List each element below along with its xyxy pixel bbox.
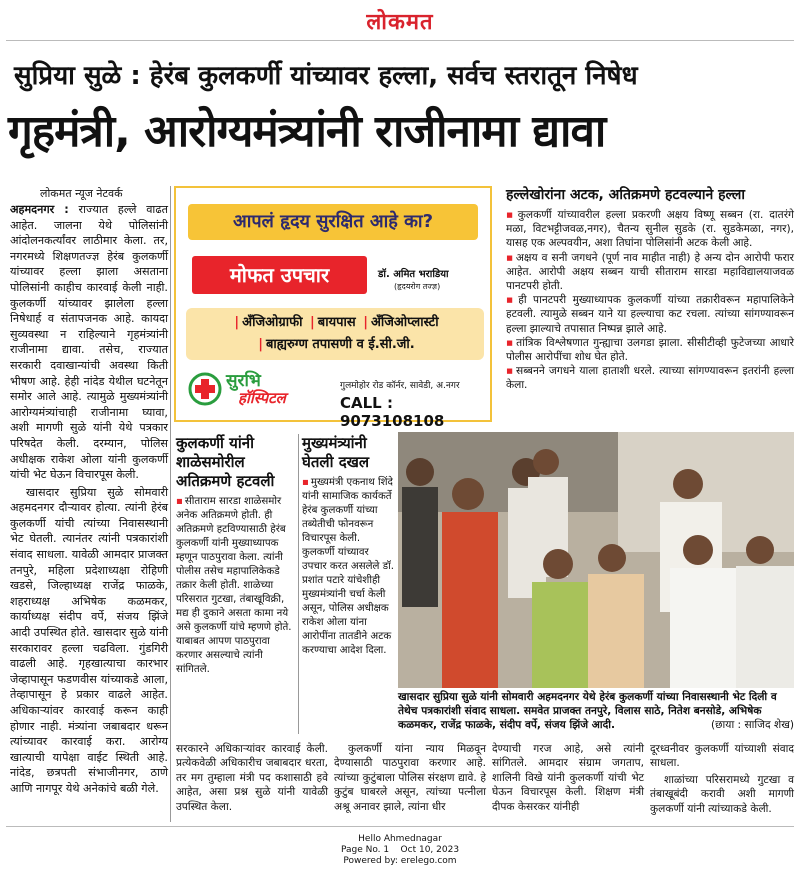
photo-illustration: [398, 432, 794, 688]
bar-icon: |: [310, 315, 315, 330]
encroachment-text: ▪ सीताराम सारडा शाळेसमोर अनेक अतिक्रमणे होती. ही अतिक्रमणे हटविण्यासाठी हेरंब कुलकर्णी यांनी मुख्याध्यापक म्हणून पाठपुरावा केला. त्यांनी पोलीस तसेच महापालिकेकडे तक्रार केली होती. शाळेच्या परिसरात गुटखा, तंबाखूविक्री, मद्य ही दुकाने असता कामा नये असे कुलकर्णी यांचे म्हणणे होते. याबाबत आपण पाठपुरावा करणार असल्याचे त्यांनी सांगितले.: [176, 496, 292, 675]
main-headline: गृहमंत्री, आरोग्यमंत्र्यांनी राजीनामा द्यावा: [8, 106, 606, 157]
bar-icon: |: [258, 337, 263, 352]
ad-hospital-word: हॉस्पिटल: [238, 389, 286, 407]
news-photo: [398, 432, 794, 688]
ad-doctor-role: (हृदयरोग तज्ज्ञ): [394, 282, 441, 291]
bullet-icon: ▪: [506, 251, 514, 264]
byline: लोकमत न्यूज नेटवर्क: [40, 187, 123, 200]
page-footer: [0, 834, 800, 867]
list-item: ▪ ही पानटपरी मुख्याध्यापक कुलकर्णी यांच्या तक्रारीवरून महापालिकेने हटवली. त्यामुळे सब्बन याने या हल्ल्याचा कट रचला. त्यांच्या सांगण्यावरून हल्ला झाल्याचे तपासात निष्पन्न झाले आहे.: [506, 294, 794, 335]
bullet-icon: ▪: [176, 496, 183, 507]
bullet-icon: ▪: [506, 336, 515, 349]
list-item: ▪ सब्बनने जगधने याला हाताशी धरले. त्याच्या सांगण्यावरून इतरांनी हल्ला केला.: [506, 365, 794, 392]
ad-service: अँजिओप्लास्टी: [370, 315, 439, 330]
main-story-para1: राज्यात हल्ले वाढत आहेत. जालना येथे पोलिसांनी आंदोलनकर्त्यांवर लाठीमार केला. तर, नगरमध्ये शिक्षणतज्ज्ञ हेरंब कुलकर्णी यांच्यावर हल्ला झाला असताना पोलिसांनी काहीच कारवाई केली नाही. कुलकर्णी यांच्यावर झालेला हल्ला निषेधार्ह व संतापजनक आहे. कायदा सुव्यवस्था न राहिल्याने गृहमंत्र्यांनी राजीनामा द्यावा. तसेच, राज्यात सरकारी दवाखान्यांची अवस्था किती भीषण आहे. हेही नांदेड येथील घटनेतून समोर आले आहे. त्यामुळे मुख्यमंत्र्यांनी आरोग्यमंत्र्यांचाही राजीनामा घ्यावा, अशी मागणी सुळे यांनी येथे पत्रकार परिषदेत केली. दरम्यान, पोलिस अधीक्षक राकेश ओला यांनी कुलकर्णी यांची भेट घेऊन विचारपूस केली.: [10, 203, 168, 482]
masthead-logo: लोकमत: [366, 9, 434, 35]
cm-notice-text: ▪ मुख्यमंत्री एकनाथ शिंदे यांनी सामाजिक कार्यकर्ते हेरंब कुलकर्णी यांच्या तब्येतीची फोनवरून विचारपूस केली. कुलकर्णी यांच्यावर उपचार करत असलेले डॉ. प्रशांत पटारे यांचेशीही मुख्यमंत्र्यांनी चर्चा केली असून, पोलिस अधीक्षक राकेश ओला यांना आरोपींना तातडीने अटक करण्याचा आदेश दिला.: [302, 477, 394, 656]
ad-hospital-name: सुरभि: [226, 371, 261, 391]
bullet-icon: ▪: [302, 477, 309, 488]
masthead: [0, 0, 800, 38]
cm-notice-box: [302, 434, 394, 658]
caption-text: खासदार सुप्रिया सुळे यांनी सोमवारी अहमदनगर येथे हेरंब कुलकर्णी यांच्या निवासस्थानी भेट दिली व तेथेच पत्रकारांशी संवाद साधला. समवेत प्राजक्त तनपुरे, विलास साठे, नितेश बनसोडे, अभिषेक कळमकर, राजेंद्र फाळके, संदीप वर्पे, संजय झिंजे आदी.: [398, 691, 777, 731]
cm-notice-heading: मुख्यमंत्र्यांनी घेतली दखल: [302, 434, 370, 471]
encroachment-box: [176, 434, 296, 677]
sub-headline: सुप्रिया सुळे : हेरंब कुलकर्णी यांच्यावर हल्ला, सर्वच स्तरातून निषेध: [14, 61, 638, 91]
main-story-column: [10, 202, 168, 797]
ad-free-treatment: मोफत उपचार: [192, 256, 367, 294]
ad-doctor-name: डॉ. अमित भराडिया: [378, 269, 449, 280]
hospital-advertisement: [174, 186, 492, 430]
encroachment-heading: कुलकर्णी यांनी शाळेसमोरील अतिक्रमणे हटवली: [176, 434, 275, 490]
ad-service: बायपास: [317, 315, 356, 330]
bottom-column-4-para2: शाळांच्या परिसरामध्ये गुटखा व तंबाखूबंदी करावी अशी मागणी कुलकर्णी यांनी त्यांच्याकडे केली.: [650, 773, 794, 815]
bar-icon: |: [234, 315, 240, 330]
column-divider: [298, 434, 299, 734]
list-item: ▪ तांत्रिक विश्लेषणात गुन्ह्याचा उलगडा झाला. सीसीटीव्ही फुटेजच्या आधारे पोलीस आरोपींचा शोध घेत होते.: [506, 336, 794, 364]
hospital-logo-icon: [188, 372, 222, 406]
photo-credit: (छाया : साजिद शेख): [711, 719, 794, 731]
top-rule: [6, 40, 794, 41]
footer-title: Hello Ahmednagar: [358, 834, 442, 844]
footer-page-date: Page No. 1 Oct 10, 2023: [340, 845, 460, 855]
ad-service: बाह्यरुग्ण तपासणी व ई.सी.जी.: [266, 337, 415, 352]
list-item: ▪ कुलकर्णी यांच्यावरील हल्ला प्रकरणी अक्षय विष्णू सब्बन (रा. दातरंगे मळा, विटभट्टीजवळ,नगर), चैतन्य सुनील सुडके (रा. सुडकेमळा, नगर), यासह एक अल्पवयीन, अशा तिघांना पोलिसांनी अटक केली आहे.: [506, 209, 794, 250]
list-item: ▪ अक्षय व सनी जगधने (पूर्ण नाव माहीत नाही) हे अन्य दोन आरोपी फरार आहेत. आरोपी अक्षय सब्बन याची सीताराम सारडा महाविद्यालयाजवळ पानटपरी होती.: [506, 251, 794, 293]
bottom-column-1: सरकारने अधिकाऱ्यांवर कारवाई केली. प्रत्येकवेळी अधिकारीच जबाबदार धरता, तर मग तुम्हाला मंत्री पद कशासाठी हवे आहेत, असा प्रश्न सुळे यांनी यावेळी उपस्थित केला.: [176, 743, 328, 813]
bottom-column-2: कुलकर्णी यांना न्याय मिळवून देण्यासाठी पाठपुरावा करणार आहे. त्यांच्या कुटुंबाला पोलिस संरक्षण द्यावे. हे कुटुंब घाबरले असून, त्यांच्या पत्नीला अश्रू अनावर झाले, त्यांना धीर: [334, 743, 486, 813]
bottom-column-4-para1: दूरध्वनीवर कुलकर्णी यांच्याशी संवाद साधला.: [650, 743, 794, 770]
ad-question: आपलं हृदय सुरक्षित आहे का?: [188, 204, 478, 240]
ad-phone: CALL : 9073108108: [340, 394, 445, 430]
bullet-icon: ▪: [506, 209, 516, 221]
bottom-column-3: देण्याची गरज आहे, असे त्यांनी सांगितले. आमदार संग्राम जगताप, शालिनी विखे यांनी कुलकर्णी यांची भेट घेऊन विचारपूस केली. शिक्षण मंत्री दीपक केसरकर यांनीही: [492, 743, 644, 813]
main-story-para2: खासदार सुप्रिया सुळे सोमवारी अहमदनगर दौऱ्यावर होत्या. त्यांनी हेरंब कुलकर्णी यांची त्यांच्या निवासस्थानी भेट घेतली. त्यानंतर त्यांनी पत्रकारांशी संवाद साधला. यावेळी आमदार प्राजक्त तनपुरे, महिला प्रदेशाध्यक्षा रोहिणी खडसे, जिल्हाध्यक्ष राजेंद्र फाळके, शहराध्यक्ष अभिषेक कळमकर, कार्याध्यक्ष संदीप वर्पे, संजय झिंजे आदी उपस्थित होते. खासदार सुळे यांनी सरकारावर हल्ला चढविला. गुंडगिरी वाढली आहे. गृहखात्याचा कारभार जेव्हापासून फडणवीस यांच्याकडे आला, तेव्हापासून हे प्रकार वाढले आहेत. अधिकाऱ्यांवर कारवाई करून काही होणार नाही. मंत्र्यांना जबाबदार धरून त्यांच्यावर कारवाई करा. आरोग्य खात्याची यापेक्षा वाईट स्थिती आहे. नांदेड, छत्रपती संभाजीनगर, ठाणे आणि नागपूर येथे अनेकांचे बळी गेले.: [10, 485, 168, 795]
arrest-story-heading: हल्लेखोरांना अटक, अतिक्रमणे हटवल्याने हल्ला: [506, 187, 745, 203]
bottom-rule: [6, 826, 794, 827]
bar-icon: |: [363, 315, 368, 330]
arrest-story: [506, 186, 794, 393]
arrest-story-bullets: [506, 208, 794, 393]
ad-service: अँजिओग्राफी: [242, 315, 303, 330]
footer-powered-by: Powered by: erelego.com: [343, 856, 457, 866]
ad-services: [186, 308, 484, 360]
ad-address: गुलमोहोर रोड कॉर्नर, सावेडी, अ.नगर: [340, 381, 460, 391]
column-divider: [170, 186, 171, 822]
photo-caption: [398, 690, 794, 732]
bullet-icon: ▪: [506, 365, 515, 378]
bottom-column-4: [650, 742, 794, 816]
bullet-icon: ▪: [506, 294, 517, 307]
dateline: अहमदनगर :: [10, 203, 69, 216]
